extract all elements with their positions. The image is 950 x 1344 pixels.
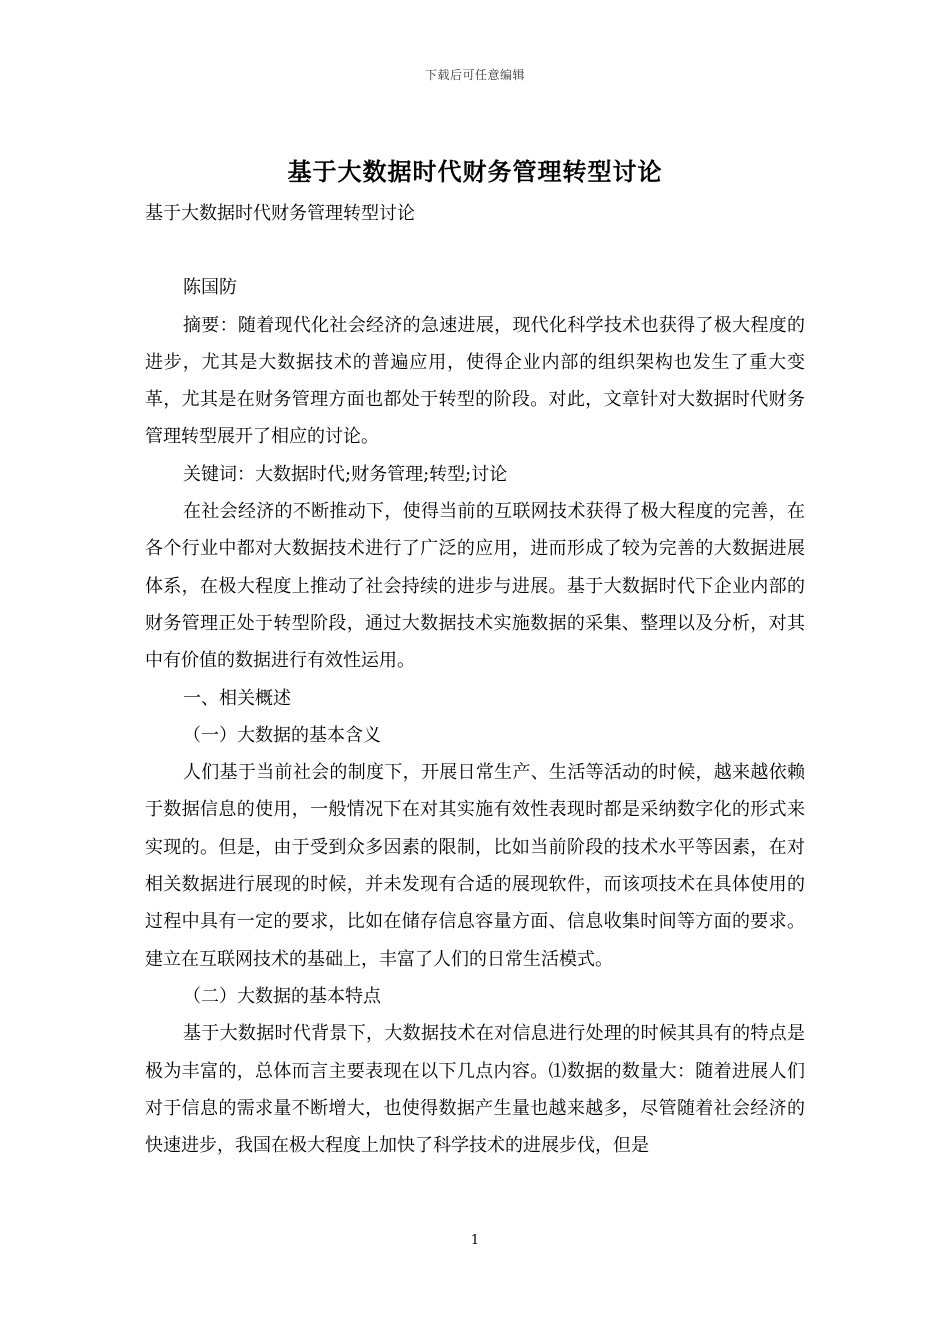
- section-heading-1: 一、相关概述: [183, 687, 291, 709]
- header-note: 下载后可任意编辑: [424, 68, 525, 82]
- subsection-heading-2: （二）大数据的基本特点: [183, 985, 381, 1007]
- page-number: 1: [470, 1233, 480, 1248]
- blank-line: [145, 232, 805, 269]
- keywords-line: 关键词：大数据时代;财务管理;转型;讨论: [183, 463, 508, 485]
- abstract-paragraph: 摘要：随着现代化社会经济的急速进展，现代化科学技术也获得了极大程度的进步，尤其是大数据技术的普遍应用，使得企业内部的组织架构也发生了重大变革，尤其是在财务管理方面也都处于转型的阶段。对此，文章针对大数据时代财务管理转型展开了相应的讨论。: [145, 314, 805, 448]
- intro-paragraph: 在社会经济的不断推动下，使得当前的互联网技术获得了极大程度的完善，在各个行业中都对大数据技术进行了广泛的应用，进而形成了较为完善的大数据进展体系，在极大程度上推动了社会持续的进步与进展。基于大数据时代下企业内部的财务管理正处于转型阶段，通过大数据技术实施数据的采集、整理以及分析，对其中有价值的数据进行有效性运用。: [145, 501, 805, 672]
- document-subtitle: 基于大数据时代财务管理转型讨论: [145, 203, 415, 224]
- document-title: 基于大数据时代财务管理转型讨论: [287, 157, 663, 186]
- body-paragraph-2: 基于大数据时代背景下，大数据技术在对信息进行处理的时候其具有的特点是极为丰富的，总体而言主要表现在以下几点内容。⑴数据的数量大：随着进展人们对于信息的需求量不断增大，也使得数据产生量也越来越多，尽管随着社会经济的快速进步，我国在极大程度上加快了科学技术的进展步伐，但是: [145, 1023, 805, 1157]
- document-body: [145, 195, 805, 1164]
- author-name: 陈国防: [183, 277, 237, 299]
- body-paragraph-1: 人们基于当前社会的制度下，开展日常生产、生活等活动的时候，越来越依赖于数据信息的使用，一般情况下在对其实施有效性表现时都是采纳数字化的形式来实现的。但是，由于受到众多因素的限制，比如当前阶段的技术水平等因素，在对相关数据进行展现的时候，并未发现有合适的展现软件，而该项技术在具体使用的过程中具有一定的要求，比如在储存信息容量方面、信息收集时间等方面的要求。建立在互联网技术的基础上，丰富了人们的日常生活模式。: [145, 762, 805, 970]
- subsection-heading-1: （一）大数据的基本含义: [183, 724, 381, 746]
